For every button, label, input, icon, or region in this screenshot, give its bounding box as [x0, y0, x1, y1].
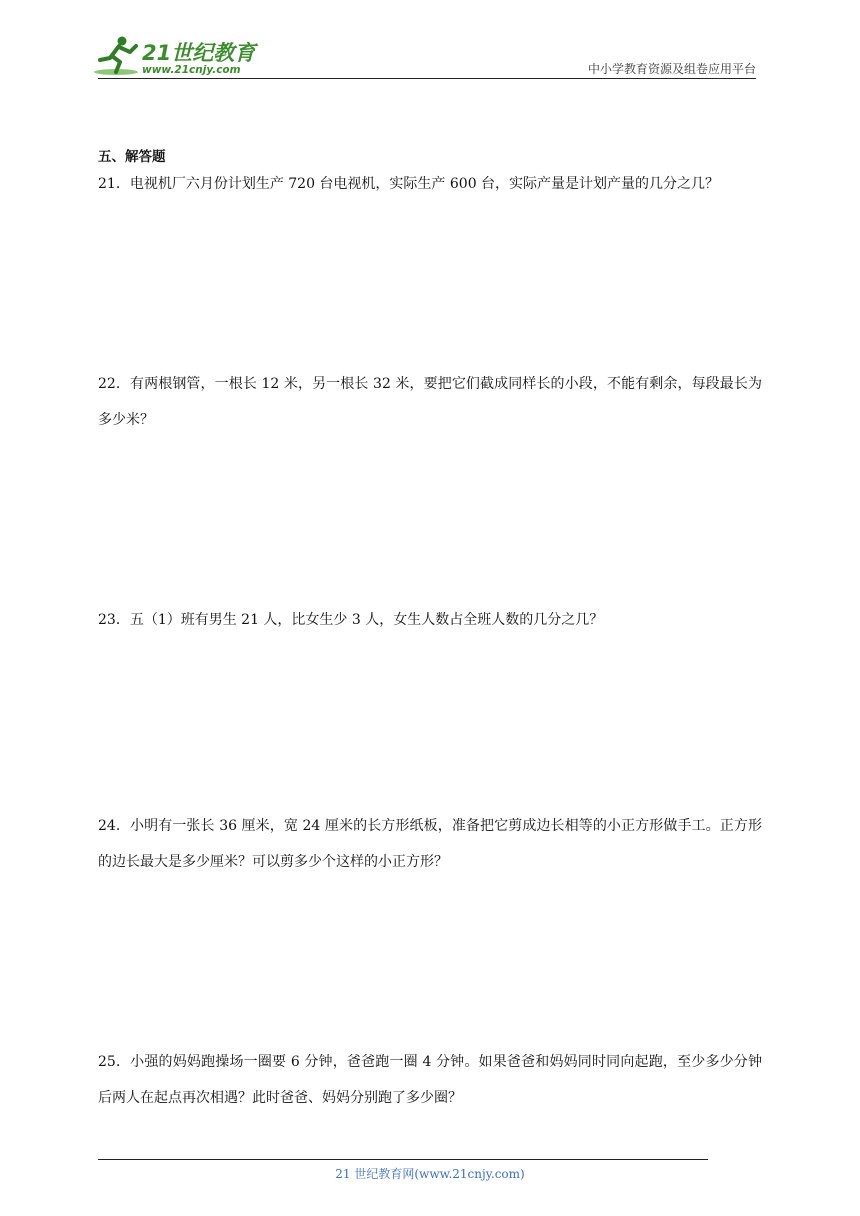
question-24: 24．小明有一张长 36 厘米，宽 24 厘米的长方形纸板，准备把它剪成边长相等的小正方形做手工。正方形的边长最大是多少厘米？可以剪多少个这样的小正方形？: [98, 818, 762, 870]
page-header: [0, 0, 860, 90]
platform-name: 中小学教育资源及组卷应用平台: [587, 62, 756, 76]
question-22: 22．有两根钢管，一根长 12 米，另一根长 32 米，要把它们截成同样长的小段，不能有剩余，每段最长为多少米？: [98, 376, 762, 428]
question-23: 23．五（1）班有男生 21 人，比女生少 3 人，女生人数占全班人数的几分之几？: [98, 612, 604, 628]
header-divider: [98, 78, 756, 79]
logo-text: 21世纪教育: [142, 41, 256, 65]
footer-link[interactable]: 21 世纪教育网(www.21cnjy.com): [335, 1167, 525, 1181]
section-title: 五、解答题: [98, 149, 166, 165]
logo: [92, 34, 272, 80]
question-25: 25．小强的妈妈跑操场一圈要 6 分钟，爸爸跑一圈 4 分钟。如果爸爸和妈妈同时同向起跑，至少多少分钟后两人在起点再次相遇？此时爸爸、妈妈分别跑了多少圈？: [98, 1054, 762, 1106]
logo-url: www.21cnjy.com: [142, 64, 241, 76]
footer-divider: [98, 1159, 708, 1160]
running-figure-icon: [92, 34, 144, 78]
question-21: 21．电视机厂六月份计划生产 720 台电视机，实际生产 600 台，实际产量是计划产量的几分之几？: [98, 176, 720, 192]
